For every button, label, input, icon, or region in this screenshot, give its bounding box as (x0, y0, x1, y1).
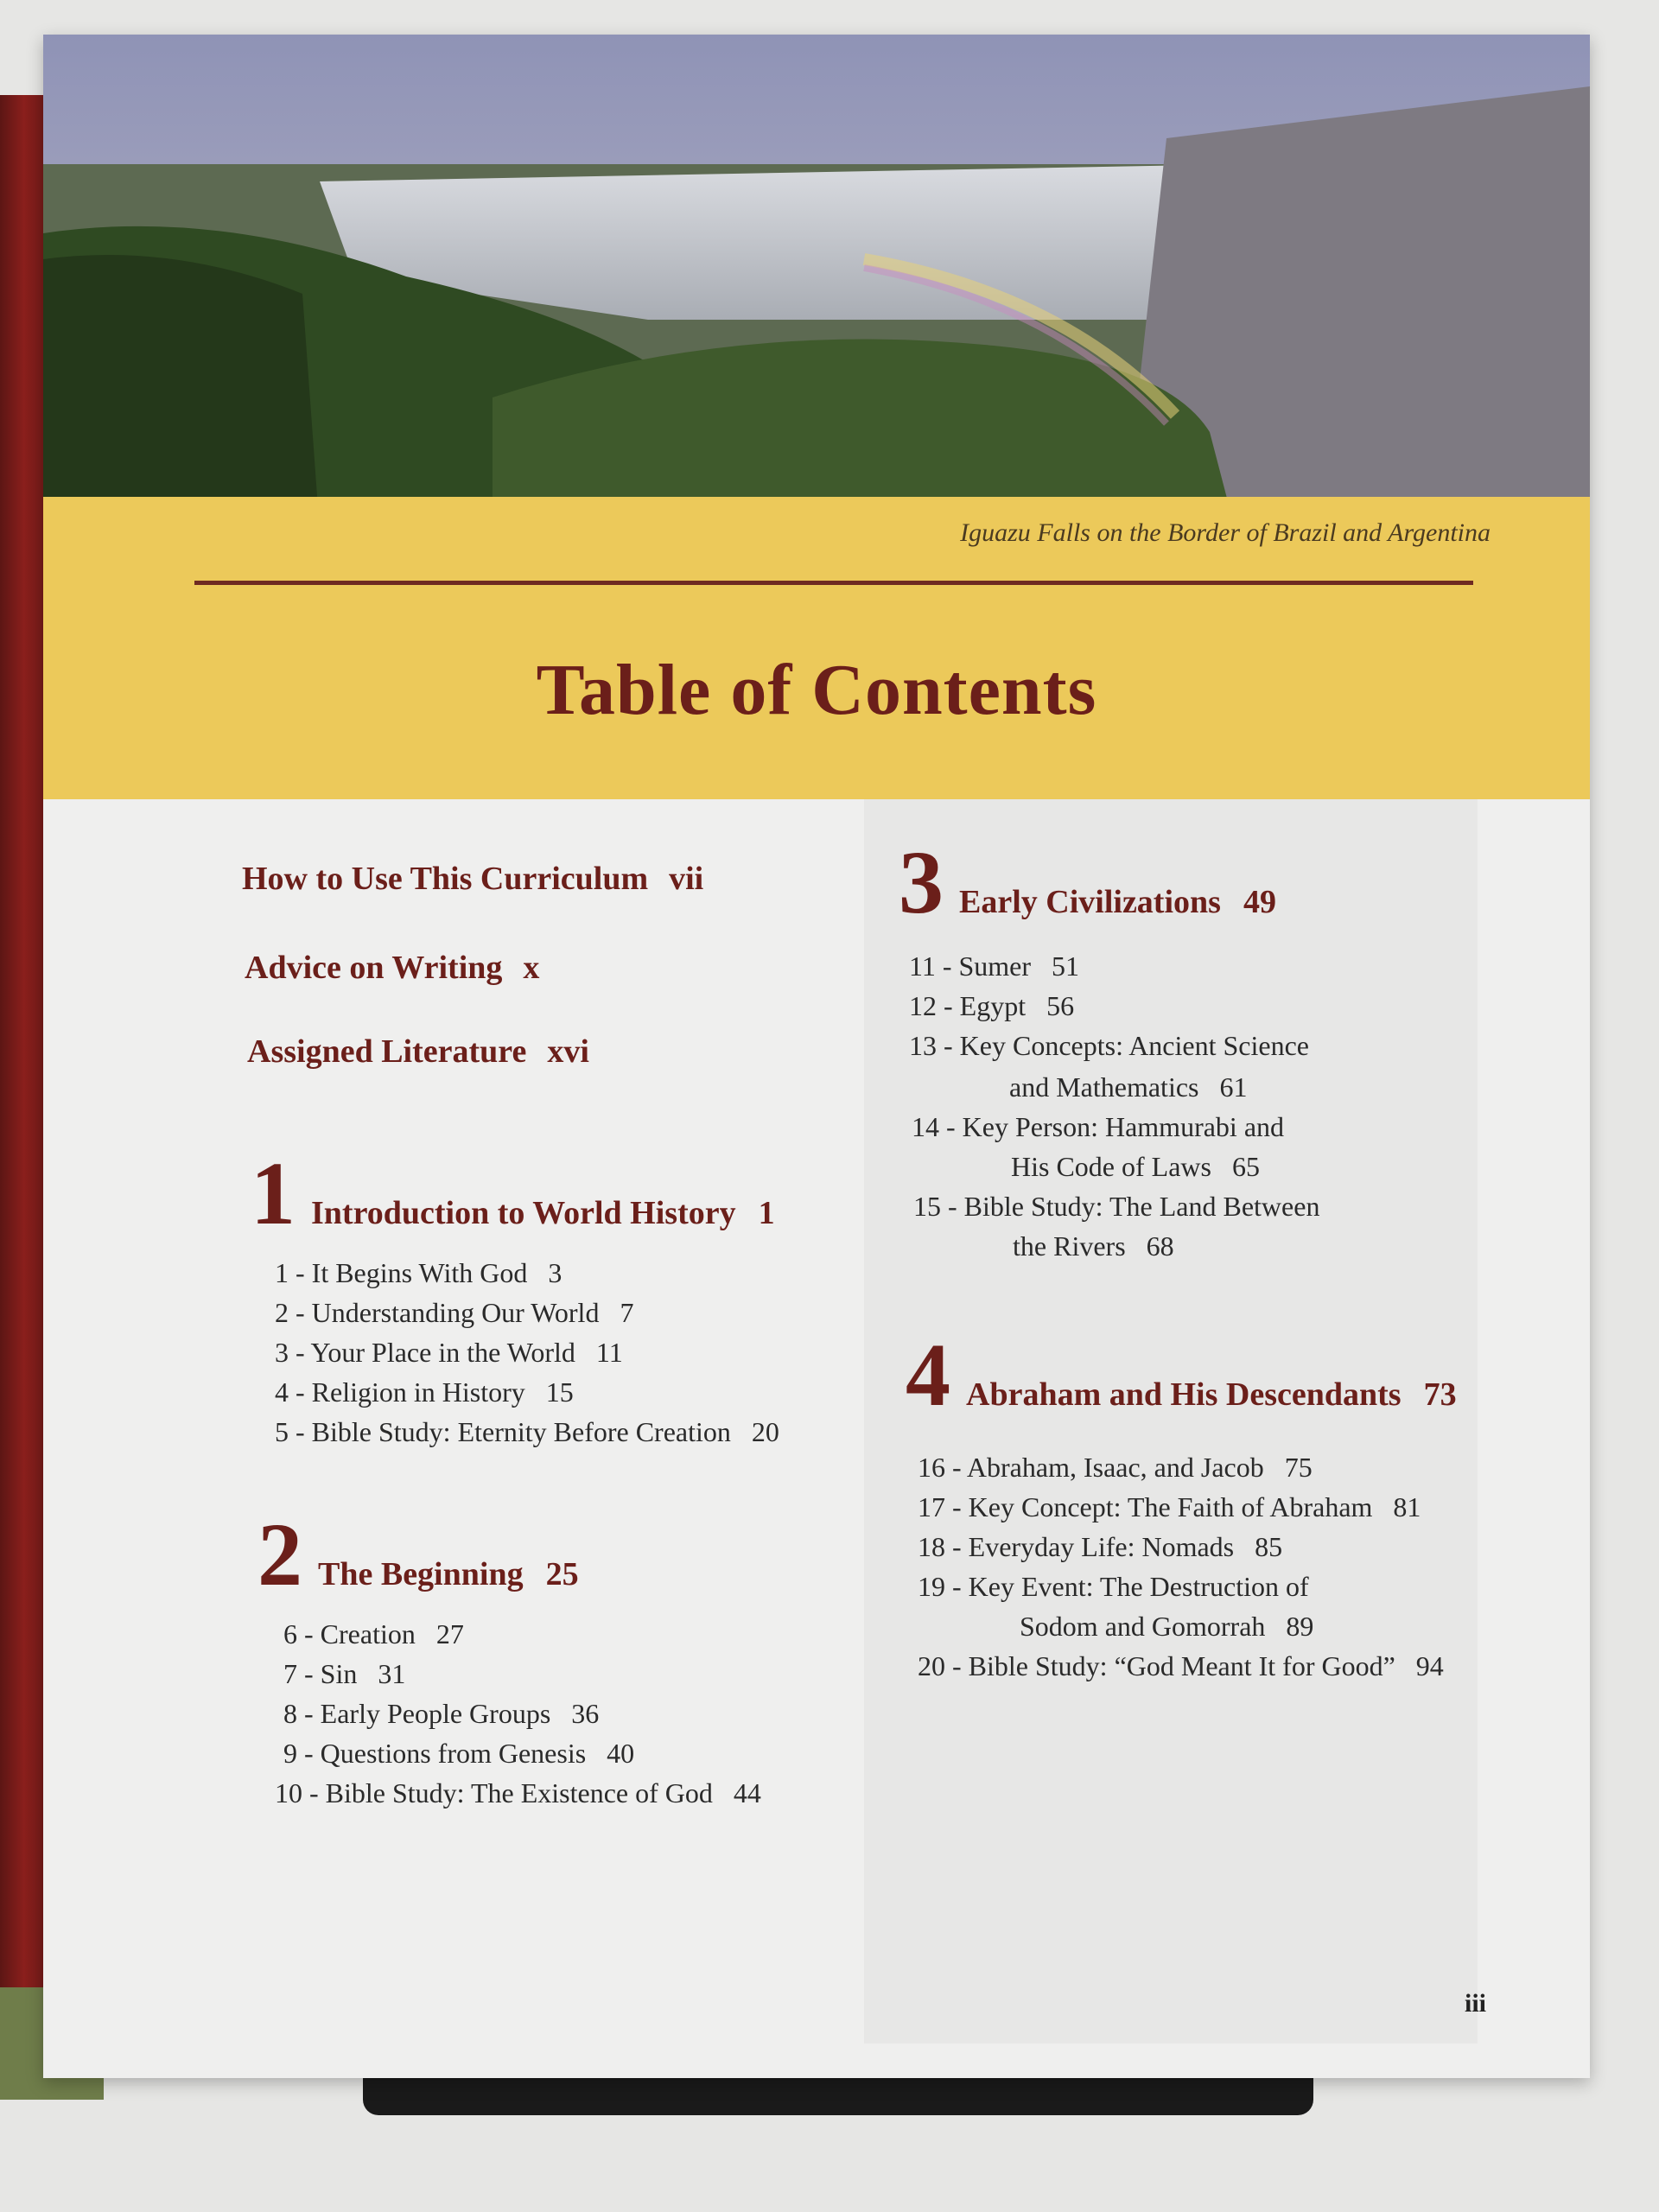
lesson-item: 11 - Sumer 51 (909, 950, 1080, 982)
lesson-item: 17 - Key Concept: The Faith of Abraham 81 (918, 1491, 1421, 1522)
title-rule (194, 581, 1473, 585)
lesson-item: 8 - Early People Groups 36 (283, 1698, 600, 1729)
front-matter-item (245, 949, 539, 987)
lesson-item: 14 - Key Person: Hammurabi and (912, 1111, 1285, 1142)
lesson-item-continued: and Mathematics 61 (1009, 1071, 1248, 1103)
unit-title: Early Civilizations 49 (959, 884, 1276, 920)
unit-heading (899, 833, 1276, 932)
front-matter-label: How to Use This Curriculum (242, 861, 649, 897)
front-matter-item (247, 1033, 589, 1071)
unit-heading (251, 1144, 775, 1243)
photo-caption: Iguazu Falls on the Border of Brazil and Argentina (960, 518, 1491, 547)
page-number: iii (1464, 1989, 1486, 2018)
unit-title: The Beginning 25 (318, 1556, 579, 1592)
lesson-item: 6 - Creation 27 (283, 1618, 464, 1649)
lesson-item: 10 - Bible Study: The Existence of God 44 (275, 1777, 761, 1808)
unit-page: 73 (1423, 1376, 1457, 1413)
lesson-item: 18 - Everyday Life: Nomads 85 (918, 1531, 1283, 1562)
front-matter-page: vii (669, 861, 704, 897)
lesson-item: 12 - Egypt 56 (909, 990, 1075, 1021)
lesson-item: 3 - Your Place in the World 11 (275, 1337, 623, 1368)
page-title: Table of Contents (536, 650, 1097, 730)
unit-number: 4 (906, 1325, 950, 1425)
book-page (43, 35, 1590, 2078)
front-matter-label: Assigned Literature (247, 1033, 527, 1070)
unit-number: 2 (257, 1505, 302, 1605)
lesson-item: 2 - Understanding Our World 7 (275, 1297, 634, 1328)
lesson-item: 7 - Sin 31 (283, 1658, 406, 1689)
lesson-item-continued: His Code of Laws 65 (1011, 1151, 1260, 1182)
unit-page: 1 (758, 1195, 775, 1231)
lesson-item: 1 - It Begins With God 3 (275, 1257, 563, 1288)
unit-title: Introduction to World History 1 (311, 1195, 775, 1231)
front-matter-page: xvi (547, 1033, 589, 1070)
unit-page: 49 (1243, 884, 1276, 920)
unit-number: 3 (899, 833, 944, 932)
lesson-item: 19 - Key Event: The Destruction of (918, 1571, 1309, 1602)
lesson-item-continued: the Rivers 68 (1013, 1230, 1174, 1262)
lesson-item: 13 - Key Concepts: Ancient Science (909, 1030, 1309, 1061)
lesson-item: 16 - Abraham, Isaac, and Jacob 75 (918, 1452, 1313, 1483)
waterfall-photo (43, 35, 1590, 531)
lesson-item: 4 - Religion in History 15 (275, 1376, 574, 1408)
unit-heading (257, 1505, 579, 1605)
lesson-item: 15 - Bible Study: The Land Between (913, 1191, 1320, 1222)
right-column-shade (864, 799, 1478, 2044)
unit-title: Abraham and His Descendants 73 (966, 1376, 1457, 1413)
front-matter-page: x (523, 950, 540, 986)
front-matter-label: Advice on Writing (245, 950, 503, 986)
lesson-item: 9 - Questions from Genesis 40 (283, 1738, 635, 1769)
lesson-item: 5 - Bible Study: Eternity Before Creation 20 (275, 1416, 779, 1447)
lesson-item-continued: Sodom and Gomorrah 89 (1020, 1611, 1314, 1642)
lesson-item: 20 - Bible Study: “God Meant It for Good” 94 (918, 1650, 1444, 1681)
unit-heading (906, 1325, 1457, 1425)
unit-number: 1 (251, 1144, 296, 1243)
unit-page: 25 (545, 1556, 579, 1592)
front-matter-item (242, 860, 703, 898)
